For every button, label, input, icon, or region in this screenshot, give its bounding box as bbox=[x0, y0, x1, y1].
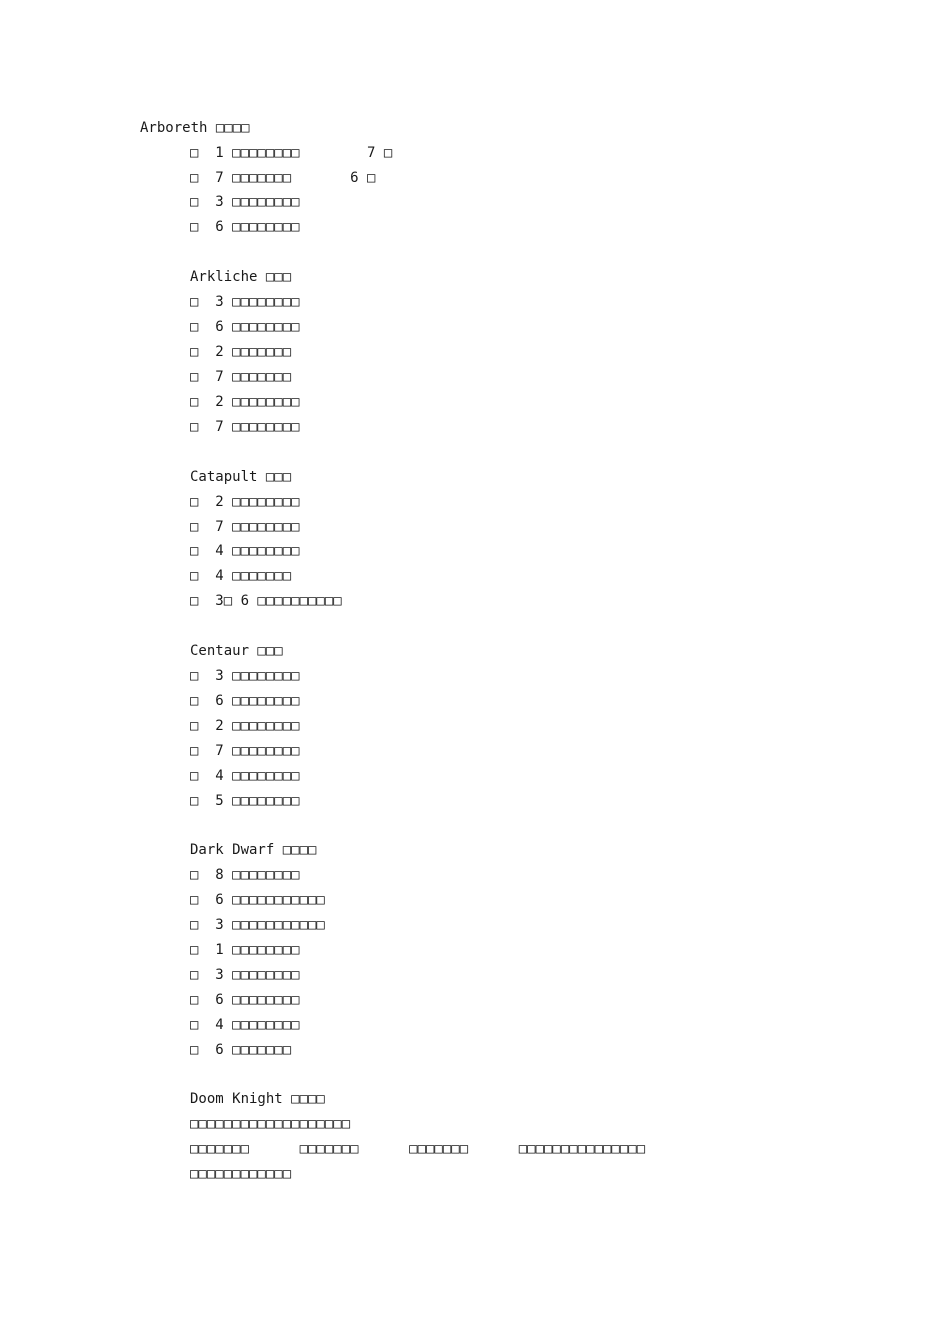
list-item: □ 7 □□□□□□□□ bbox=[190, 519, 300, 535]
list-item: □ 2 □□□□□□□□ bbox=[190, 718, 300, 734]
list-item: □ 2 □□□□□□□ bbox=[190, 344, 292, 360]
list-item: □ 3 □□□□□□□□ bbox=[190, 668, 300, 684]
list-item: □ 5 □□□□□□□□ bbox=[190, 793, 300, 809]
section-heading: Catapult □□□ bbox=[190, 469, 292, 485]
list-item: □ 6 □□□□□□□□□□□ bbox=[190, 892, 325, 908]
section-heading: Doom Knight □□□□ bbox=[190, 1091, 325, 1107]
list-item: □ 8 □□□□□□□□ bbox=[190, 867, 300, 883]
list-item: □ 4 □□□□□□□ bbox=[190, 568, 292, 584]
list-item: □ 7 □□□□□□□ 6 □ bbox=[190, 170, 376, 186]
list-item: □ 3 □□□□□□□□ bbox=[190, 967, 300, 983]
list-item: □ 3□ 6 □□□□□□□□□□ bbox=[190, 593, 342, 609]
list-item: □ 2 □□□□□□□□ bbox=[190, 394, 300, 410]
list-item: □ 2 □□□□□□□□ bbox=[190, 494, 300, 510]
list-item: □ 1 □□□□□□□□ bbox=[190, 942, 300, 958]
list-item: □ 7 □□□□□□□□ bbox=[190, 743, 300, 759]
list-item: □ 4 □□□□□□□□ bbox=[190, 543, 300, 559]
list-item: □ 3 □□□□□□□□□□□ bbox=[190, 917, 325, 933]
paragraph-line: □□□□□□□ □□□□□□□ □□□□□□□ □□□□□□□□□□□□□□□ bbox=[190, 1141, 646, 1157]
list-item: □ 6 □□□□□□□□ bbox=[190, 992, 300, 1008]
paragraph-line: □□□□□□□□□□□□ bbox=[190, 1166, 292, 1182]
list-item: □ 3 □□□□□□□□ bbox=[190, 194, 300, 210]
section-heading: Dark Dwarf □□□□ bbox=[190, 842, 317, 858]
list-item: □ 6 □□□□□□□ bbox=[190, 1042, 292, 1058]
list-item: □ 7 □□□□□□□□ bbox=[190, 419, 300, 435]
paragraph-line: □□□□□□□□□□□□□□□□□□□ bbox=[190, 1116, 351, 1132]
list-item: □ 7 □□□□□□□ bbox=[190, 369, 292, 385]
section-heading: Arboreth □□□□ bbox=[140, 120, 250, 136]
list-item: □ 4 □□□□□□□□ bbox=[190, 1017, 300, 1033]
list-item: □ 1 □□□□□□□□ 7 □ bbox=[190, 145, 393, 161]
list-item: □ 6 □□□□□□□□ bbox=[190, 693, 300, 709]
list-item: □ 3 □□□□□□□□ bbox=[190, 294, 300, 310]
list-item: □ 6 □□□□□□□□ bbox=[190, 219, 300, 235]
section-heading: Centaur □□□ bbox=[190, 643, 283, 659]
section-heading: Arkliche □□□ bbox=[190, 269, 292, 285]
list-item: □ 4 □□□□□□□□ bbox=[190, 768, 300, 784]
list-item: □ 6 □□□□□□□□ bbox=[190, 319, 300, 335]
